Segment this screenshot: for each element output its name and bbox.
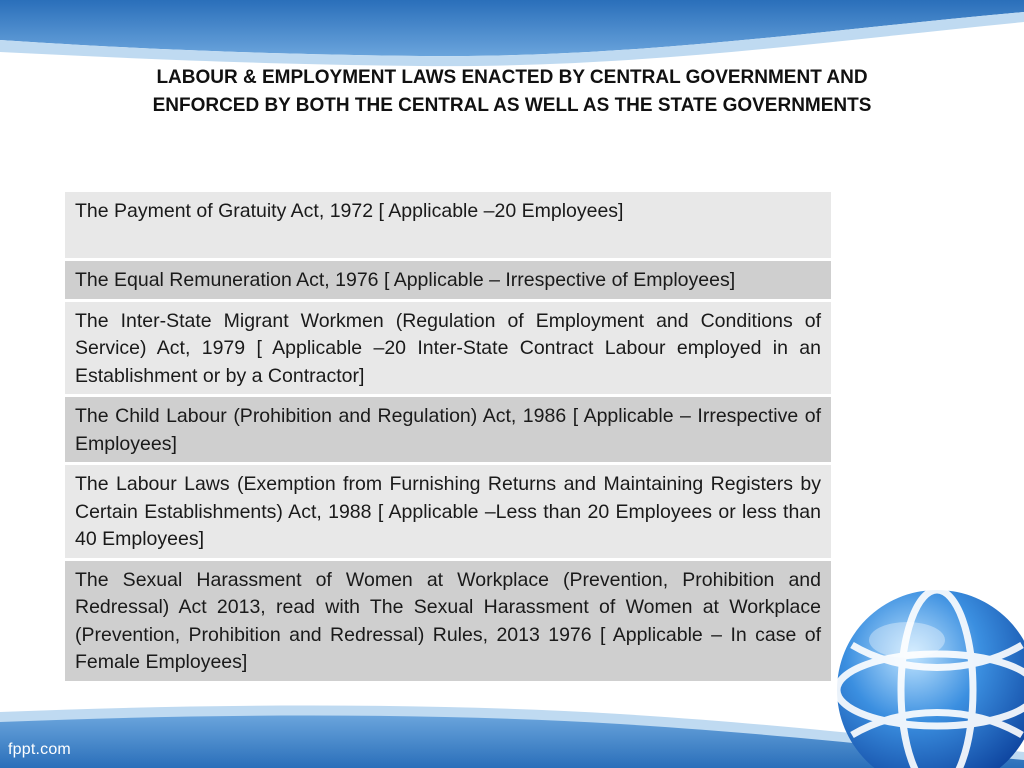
law-row-inter-state-migrant: The Inter-State Migrant Workmen (Regulation of Employment and Conditions of Service) Act, 1979 [ Applicable –20 Inter-State Contract Labour employed in an Establishment or by a Contractor] — [65, 302, 831, 398]
title-line-1: LABOUR & EMPLOYMENT LAWS ENACTED BY CENTRAL GOVERNMENT AND — [156, 67, 868, 88]
slide-title — [52, 64, 972, 120]
globe-icon — [832, 585, 1024, 768]
law-row-child-labour: The Child Labour (Prohibition and Regulation) Act, 1986 [ Applicable – Irrespective of Employees] — [65, 397, 831, 465]
law-row-equal-remuneration: The Equal Remuneration Act, 1976 [ Applicable – Irrespective of Employees] — [65, 261, 831, 302]
title-line-2: ENFORCED BY BOTH THE CENTRAL AS WELL AS THE STATE GOVERNMENTS — [152, 95, 872, 116]
laws-table — [65, 192, 831, 684]
law-row-labour-laws-exemption: The Labour Laws (Exemption from Furnishing Returns and Maintaining Registers by Certain Establishments) Act, 1988 [ Applicable –Less than 20 Employees or less than 40 Employees] — [65, 465, 831, 561]
law-row-sexual-harassment: The Sexual Harassment of Women at Workplace (Prevention, Prohibition and Redressal) Act 2013, read with The Sexual Harassment of Women at Workplace (Prevention, Prohibition and Redressal) Rules, 2013 1976 [ Applicable – In case of Female Employees] — [65, 561, 831, 684]
brand-label: fppt.com — [8, 741, 71, 758]
law-row-gratuity: The Payment of Gratuity Act, 1972 [ Applicable –20 Employees] — [65, 192, 831, 261]
